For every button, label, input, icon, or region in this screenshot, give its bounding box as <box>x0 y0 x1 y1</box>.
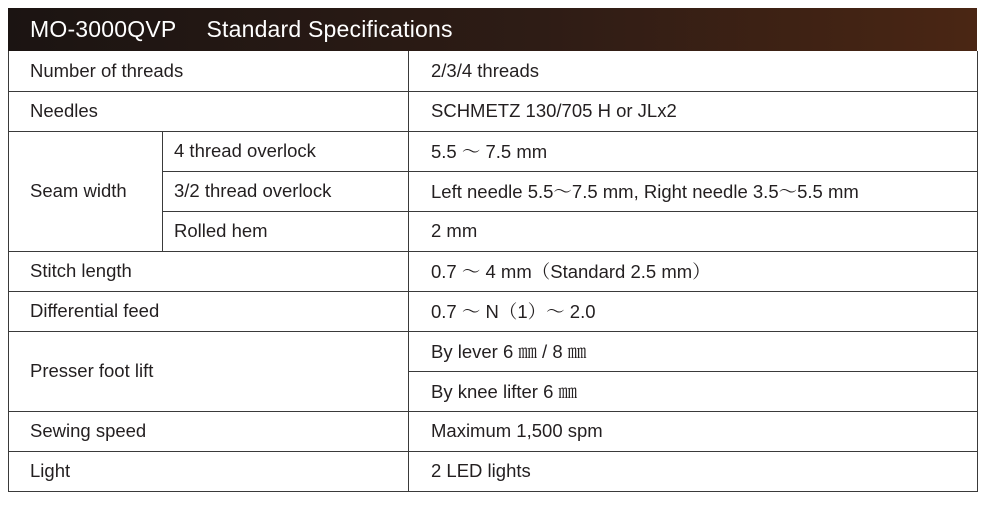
spec-sublabel-rolled-hem: Rolled hem <box>163 211 409 251</box>
spec-value-threads: 2/3/4 threads <box>409 51 978 91</box>
spec-value-3-2-thread: Left needle 5.5～7.5 mm, Right needle 3.5～5.5 mm <box>409 171 978 211</box>
spec-label-threads: Number of threads <box>9 51 409 91</box>
spec-value-light: 2 LED lights <box>409 451 978 491</box>
spec-sublabel-3-2-thread: 3/2 thread overlock <box>163 171 409 211</box>
page-title: Standard Specifications <box>206 16 453 42</box>
spec-value-needles: SCHMETZ 130/705 H or JLx2 <box>409 91 978 131</box>
title-bar <box>8 8 977 51</box>
spec-label-sewing-speed: Sewing speed <box>9 411 409 451</box>
table-row <box>9 91 978 131</box>
table-row <box>9 291 978 331</box>
spec-label-seam-width: Seam width <box>9 131 163 251</box>
spec-value-stitch-length: 0.7 ～ 4 mm（Standard 2.5 mm） <box>409 251 978 291</box>
table-row <box>9 251 978 291</box>
table-row <box>9 451 978 491</box>
spec-value-differential-feed: 0.7 ～ N（1）～ 2.0 <box>409 291 978 331</box>
spec-value-sewing-speed: Maximum 1,500 spm <box>409 411 978 451</box>
table-row <box>9 411 978 451</box>
table-row <box>9 51 978 91</box>
model-name: MO-3000QVP <box>30 16 177 42</box>
spec-label-differential-feed: Differential feed <box>9 291 409 331</box>
spec-label-needles: Needles <box>9 91 409 131</box>
table-row <box>9 331 978 371</box>
spec-table <box>8 51 978 492</box>
spec-value-presser-lever: By lever 6 ㎜ / 8 ㎜ <box>409 331 978 371</box>
table-row <box>9 131 978 171</box>
spec-label-light: Light <box>9 451 409 491</box>
spec-value-presser-knee: By knee lifter 6 ㎜ <box>409 371 978 411</box>
spec-label-presser-foot-lift: Presser foot lift <box>9 331 409 411</box>
spec-sublabel-4-thread: 4 thread overlock <box>163 131 409 171</box>
spec-value-4-thread: 5.5 ～ 7.5 mm <box>409 131 978 171</box>
spec-label-stitch-length: Stitch length <box>9 251 409 291</box>
spec-value-rolled-hem: 2 mm <box>409 211 978 251</box>
spec-sheet <box>8 8 977 492</box>
